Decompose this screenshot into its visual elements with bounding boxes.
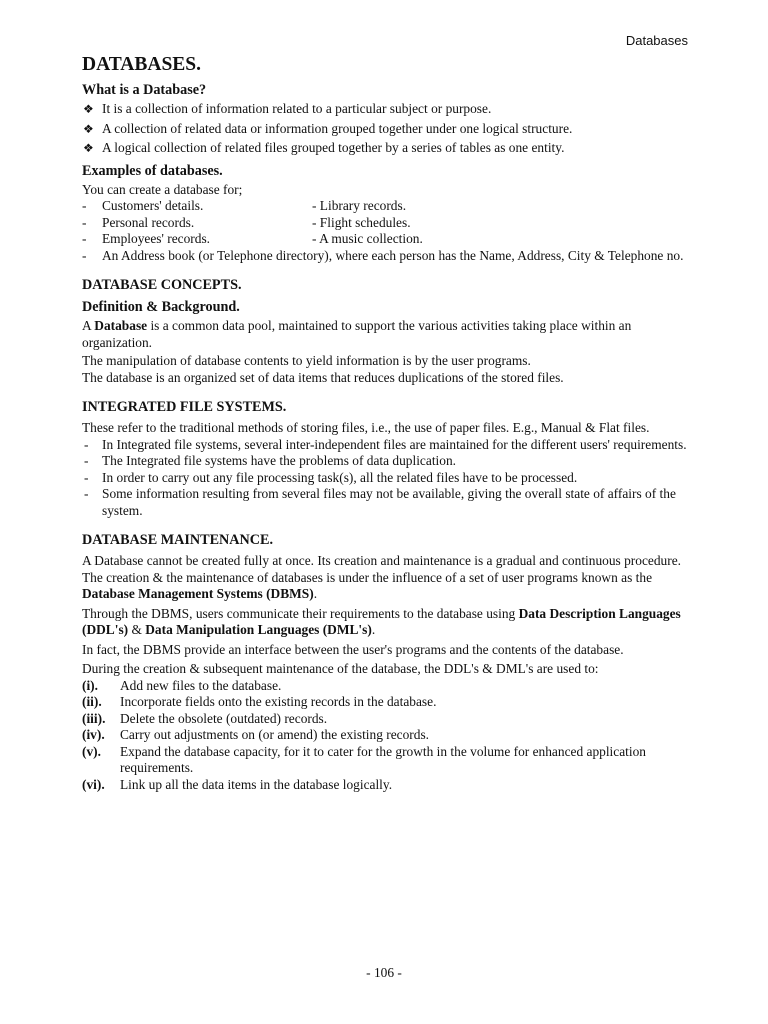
list-item: ❖ A collection of related data or information grouped together under one logical structure. bbox=[83, 120, 573, 136]
examples-intro: You can create a database for; bbox=[82, 181, 243, 197]
definition-bullets bbox=[82, 101, 690, 157]
list-item: - In Integrated file systems, several inter-independent files are maintained for the different users' requirements. bbox=[84, 436, 687, 452]
concepts-paragraph-1: A Database is a common data pool, maintained to support the various activities taking place within an organization. bbox=[82, 318, 632, 350]
list-item: (vi). Link up all the data items in the database logically. bbox=[82, 776, 393, 792]
diamond-bullet-icon: ❖ bbox=[83, 141, 94, 155]
list-item: - The Integrated file systems have the problems of data duplication. bbox=[84, 453, 456, 468]
list-item: ❖ It is a collection of information related to a particular subject or purpose. bbox=[83, 101, 492, 116]
section-heading-integrated: INTEGRATED FILE SYSTEMS. bbox=[82, 399, 287, 415]
example-item: - Employees' records. bbox=[82, 231, 211, 246]
example-item: - Flight schedules. bbox=[312, 214, 411, 230]
list-item: (iii). Delete the obsolete (outdated) records. bbox=[82, 710, 328, 726]
list-item: (v). Expand the database capacity, for it to cater for the growth in the volume for enhanced application requirements. bbox=[82, 743, 646, 775]
section-heading-maintenance: DATABASE MAINTENANCE. bbox=[82, 532, 274, 548]
integrated-list bbox=[82, 437, 690, 520]
section-heading-concepts: DATABASE CONCEPTS. bbox=[82, 277, 242, 293]
maintenance-steps bbox=[82, 678, 690, 794]
subheading-definition: Definition & Background. bbox=[82, 299, 240, 315]
example-item: - Customers' details. bbox=[82, 198, 204, 213]
list-item: (i). Add new files to the database. bbox=[82, 677, 282, 693]
list-item: (iv). Carry out adjustments on (or amend) the existing records. bbox=[82, 727, 430, 742]
page-title: DATABASES. bbox=[82, 54, 202, 75]
maintenance-paragraph-3: In fact, the DBMS provide an interface between the user's programs and the contents of the database. bbox=[82, 641, 624, 657]
concepts-paragraph-2: The manipulation of database contents to yield information is by the user programs. bbox=[82, 353, 531, 368]
section-heading-what-is: What is a Database? bbox=[82, 82, 207, 98]
example-item-address-book: - An Address book (or Telephone directory), where each person has the Name, Address, City & Telephone no. bbox=[82, 247, 684, 263]
running-header: Databases bbox=[625, 33, 688, 48]
maintenance-paragraph-1: A Database cannot be created fully at once. Its creation and maintenance is a gradual and continuous procedure. The creation & the maintenance of databases is under the influence of a set of user programs known as the Database Management Systems (DBMS). bbox=[82, 553, 681, 601]
example-item: - Library records. bbox=[312, 198, 407, 213]
page-content bbox=[82, 53, 690, 793]
list-item: (ii). Incorporate fields onto the existing records in the database. bbox=[82, 694, 437, 709]
diamond-bullet-icon: ❖ bbox=[83, 102, 94, 116]
concepts-paragraph-3: The database is an organized set of data items that reduces duplications of the stored files. bbox=[82, 369, 564, 385]
diamond-bullet-icon: ❖ bbox=[83, 121, 94, 136]
example-item: - Personal records. bbox=[82, 214, 195, 230]
example-item: - A music collection. bbox=[312, 231, 423, 246]
page-number: - 106 - bbox=[366, 965, 402, 980]
list-item: ❖ A logical collection of related files grouped together by a series of tables as one entity. bbox=[83, 140, 565, 155]
integrated-intro: These refer to the traditional methods of storing files, i.e., the use of paper files. E.g., Manual & Flat files. bbox=[82, 420, 650, 435]
section-heading-examples: Examples of databases. bbox=[82, 162, 223, 179]
maintenance-paragraph-2: Through the DBMS, users communicate their requirements to the database using Data Description Languages (DDL's) & Data Manipulation Languages (DML's). bbox=[82, 605, 681, 637]
examples-grid bbox=[82, 198, 690, 248]
list-item: - In order to carry out any file processing task(s), all the related files have to be processed. bbox=[84, 469, 578, 485]
maintenance-paragraph-4: During the creation & subsequent maintenance of the database, the DDL's & DML's are used to: bbox=[82, 661, 599, 676]
list-item: - Some information resulting from several files may not be available, giving the overall state of affairs of the system. bbox=[84, 486, 676, 518]
